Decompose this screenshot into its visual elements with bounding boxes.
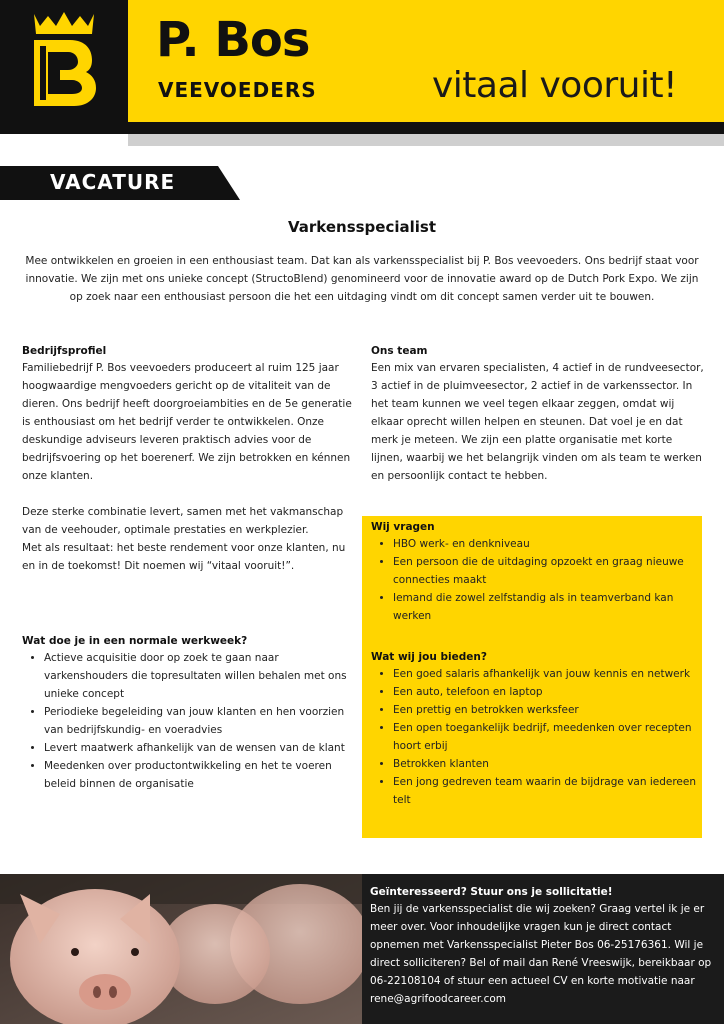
footer-text-block — [370, 884, 715, 1008]
list-item: • Iemand die zowel zelfstandig als in teamverband kan werken — [393, 589, 696, 625]
brand-name: P. Bos — [156, 12, 310, 68]
divider-grey — [128, 134, 724, 146]
bieden-list — [371, 665, 696, 809]
pigs-photo — [0, 874, 362, 1024]
list-item: • Een jong gedreven team waarin de bijdrage van iedereen telt — [393, 773, 696, 809]
combinatie-text: Deze sterke combinatie levert, samen met het vakmanschap van de veehouder, optimale prestaties en werkplezier. — [22, 506, 344, 536]
list-item: • HBO werk- en denkniveau — [393, 535, 696, 553]
list-item: • Actieve acquisitie door op zoek te gaan naar varkenshouders die topresultaten willen behalen met ons unieke concept — [44, 649, 352, 703]
list-item: • Betrokken klanten — [393, 755, 696, 773]
team-section — [371, 343, 706, 485]
brand-subtitle: VEEVOEDERS — [158, 78, 317, 102]
list-item: • Een prettig en betrokken werksfeer — [393, 701, 696, 719]
team-text: Een mix van ervaren specialisten, 4 actief in de rundveesector, 3 actief in de pluimveesector, 2 actief in de varkenssector. In het team kunnen we veel tegen elkaar zeggen, omdat wij elkaar oprecht willen helpen en steunen. Dat voel je en dat merk je meteen. We zijn een platte organisatie met korte lijnen, waarbij we het belangrijk vinden om als team te werken en persoonlijk contact te hebben. — [371, 362, 704, 482]
resultaat-text: Met als resultaat: het beste rendement voor onze klanten, nu en in de toekomst! Dit noemen wij “vitaal vooruit!”. — [22, 542, 346, 572]
vragen-heading: Wij vragen — [371, 521, 435, 533]
list-item: • Levert maatwerk afhankelijk van de wensen van de klant — [44, 739, 352, 757]
footer-heading: Geïnteresseerd? Stuur ons je sollicitatie! — [370, 886, 613, 898]
list-item: • Meedenken over productontwikkeling en het te voeren beleid binnen de organisatie — [44, 757, 352, 793]
bedrijfsprofiel-text: Familiebedrijf P. Bos veevoeders produceert al ruim 125 jaar hoogwaardige mengvoeders gericht op de vitaliteit van de dieren. Ons bedrijf heeft doorgroeiambities en de 5e generatie is enthousiast om het bedrijf verder te ontwikkelen. Onze deskundige adviseurs leveren praktisch advies voor de bedrijfsvoering op het boerenerf. We zijn betrokken en kénnen onze klanten. — [22, 362, 352, 482]
list-item: • Een auto, telefoon en laptop — [393, 683, 696, 701]
list-item: • Periodieke begeleiding van jouw klanten en hen voorzien van bedrijfskundig- en voeradvies — [44, 703, 352, 739]
left-column — [22, 343, 352, 575]
footer-contact-text: Ben jij de varkensspecialist die wij zoeken? Graag vertel ik je er meer over. Voor inhoudelijke vragen kun je direct contact opnemen met Varkensspecialist Pieter Bos 06-25176361. Wil je direct solliciteren? Bel of mail dan René Vreeswijk, bereikbaar op 06-22108104 of stuur een actueel CV en korte motivatie naar rene@agrifoodcareer.com — [370, 903, 712, 1005]
werkweek-heading: Wat doe je in een normale werkweek? — [22, 635, 248, 647]
bieden-section — [371, 649, 696, 809]
list-item: • Een goed salaris afhankelijk van jouw kennis en netwerk — [393, 665, 696, 683]
job-title: Varkensspecialist — [287, 218, 437, 236]
vragen-section — [371, 519, 696, 625]
slogan: vitaal vooruit! — [432, 65, 678, 106]
divider-black — [128, 122, 724, 134]
logo-panel — [0, 0, 128, 122]
intro-text: Mee ontwikkelen en groeien in een enthousiast team. Dat kan als varkensspecialist bij P. Bos veevoeders. Ons bedrijf staat voor innovatie. We zijn met ons unieke concept (StructoBlend) genomineerd voor de innovatie award op de Dutch Pork Expo. We zijn op zoek naar een enthousiast persoon die het een uitdaging vindt om dit concept samen verder uit te bouwen. — [25, 255, 699, 303]
vragen-list — [371, 535, 696, 625]
list-item: • Een open toegankelijk bedrijf, meedenken over recepten hoort erbij — [393, 719, 696, 755]
pb-crown-logo-icon — [0, 0, 128, 122]
bieden-heading: Wat wij jou bieden? — [371, 651, 487, 663]
werkweek-list — [22, 649, 352, 793]
vacature-label: VACATURE — [50, 170, 176, 194]
divider-left — [0, 122, 128, 134]
bedrijfsprofiel-heading: Bedrijfsprofiel — [22, 345, 107, 357]
team-heading: Ons team — [371, 345, 428, 357]
list-item: • Een persoon die de uitdaging opzoekt en graag nieuwe connecties maakt — [393, 553, 696, 589]
werkweek-section — [22, 633, 352, 793]
